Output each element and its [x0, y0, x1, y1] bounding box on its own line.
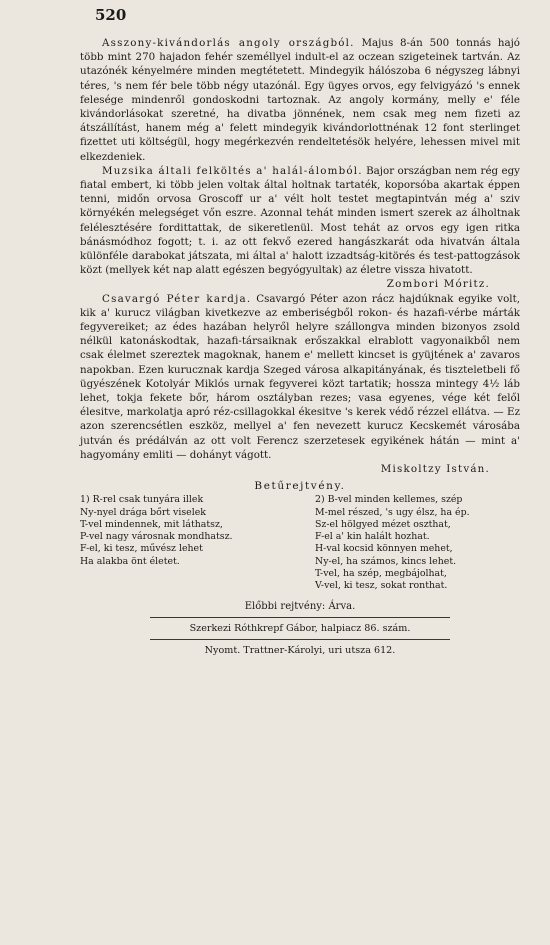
page-number: 520	[95, 6, 127, 24]
riddle-line: Ny-el, ha számos, kincs lehet.	[315, 555, 457, 567]
riddle-columns	[80, 494, 520, 592]
riddle-line: P-vel nagy városnak mondhatsz.	[80, 531, 233, 543]
riddle-line: 1) R-rel csak tunyára illek	[80, 494, 204, 506]
article-signature: Miskoltzy István.	[380, 463, 490, 476]
riddle-line: T-vel, ha szép, megbájolhat,	[315, 568, 447, 580]
riddle-1	[80, 494, 285, 592]
riddle-line: Ha alakba önt életet.	[80, 555, 180, 567]
article-title: Csavargó Péter kardja.	[102, 292, 252, 305]
article-title: Asszony-kivándorlás angoly országból.	[102, 37, 355, 49]
article-title: Muzsika általi felköltés a' halál-álomból.	[102, 164, 363, 177]
text-column	[80, 36, 520, 656]
riddle-line: H-val kocsid könnyen mehet,	[315, 543, 453, 555]
riddle-2	[315, 494, 520, 592]
editor-line: Szerkezi Róthkrepf Gábor, halpiacz 86. szám.	[189, 622, 411, 634]
divider	[150, 639, 450, 640]
riddle-line: M-mel részed, 's ugy élsz, ha ép.	[315, 506, 470, 518]
article-csavargo	[80, 292, 520, 477]
article-text: Csavargó Péter azon rácz hajdúknak egyike volt, kik a' kurucz világban kivetkezve az emberiségből rokon- és hazafi-vérbe márták fegyvereiket; az édes hazában helyről helyre szállongva minden bizonyos zsold nélkül katonáskodtak, hazafi-társaiknak erőszakkal elrablott vagyonaikből nem csak élelmet szereztek magoknak, hanem e' mellett kincset is gyüjtének a' zavaros napokban. Ezen kurucznak kardja Szeged városa alkapitányának, és tiszteletbeli fő ügyészének Kotolyár Miklós urnak fegyverei közt tartatik; hossza mintegy 4½ láb lehet, tokja fekete bőr, három osztályban rezes; vasa egyenes, vége két felől élesitve, markolatja apró réz-csillagokkal ékesitve 's kerek védő rézzel ellátva. — Ez azon szerencsétlen eszköz, mellyel a' fen nevezett kurucz Kecskemét városába jutván és prédálván az ott volt Ferencz szerzetesek egyikének hátán — mint a' hagyomány emliti — dohányt vágott.	[80, 292, 520, 461]
riddle-line: V-vel, ki tesz, sokat ronthat.	[315, 580, 448, 592]
riddle-line: 2) B-vel minden kellemes, szép	[315, 494, 463, 506]
article-text: Bajor országban nem rég egy fiatal embert, ki több jelen voltak által holtnak tartaték, koporsóba akartak éppen tenni, midőn orvosa Groscoff ur a' vélt holt testet megtapintván még a' sziv környékén melegséget vőn eszre. Azonnal tehát minden ismert szerek az álholtnak felélesztésére fordittattak, de sikeretlenül. Most tehát az orvos egy igen ritka bánásmódhoz fogott; t. i. az ott fekvő ezered hangászkarát oda hivatván általa különféle darabokat játszata, mi által a' halott izzadtság-kitörés és test-pattogzások közt (mellyek két nap alatt egészen begyógyultak) az életre vissza hivatott.	[80, 164, 520, 277]
article-asszony	[80, 36, 520, 164]
article-body	[80, 36, 520, 476]
riddle-line: F-el, ki tesz, művész lehet	[80, 543, 203, 555]
riddle-line: F-el a' kin halált hozhat.	[315, 531, 430, 543]
printer-line: Nyomt. Trattner-Károlyi, uri utsza 612.	[204, 644, 396, 656]
riddle-title: Betűrejtvény.	[254, 480, 346, 493]
article-muzsika	[80, 164, 520, 292]
article-signature: Zombori Móritz.	[386, 278, 490, 291]
riddle-line: Sz-el hölgyed mézet oszthat,	[315, 518, 451, 530]
riddle-line: T-vel mindennek, mit láthatsz,	[80, 518, 223, 530]
article-text: Majus 8-án 500 tonnás hajó több mint 270 hajadon fehér személlyel indult-el az oczean szigeteinek tartván. Az utazónék kényelmére minden megtétetett. Mindegyik hálószoba 6 négyszeg lábnyi téres, 's nem fér bele több négy utazónál. Egy ügyes orvos, egy felvigyázó 's ennek felesége mindenről gondoskodni tartoznak. Az angoly kormány, melly e' féle kivándorlásokat szeretné, ha divatba jönnének, nem csak meg nem fizeti az átszállítást, hanem még a' felett mindegyik kivándorlottnénak 12 font sterlinget fizettet uti költségül, hogy megérkezvén rendeltetésök helyére, lehessen mivel mit elkezdeniek.	[80, 37, 520, 163]
previous-riddle-answer: Előbbi rejtvény: Árva.	[244, 600, 356, 612]
riddle-line: Ny-nyel drága bőrt viselek	[80, 506, 206, 518]
divider	[150, 617, 450, 618]
